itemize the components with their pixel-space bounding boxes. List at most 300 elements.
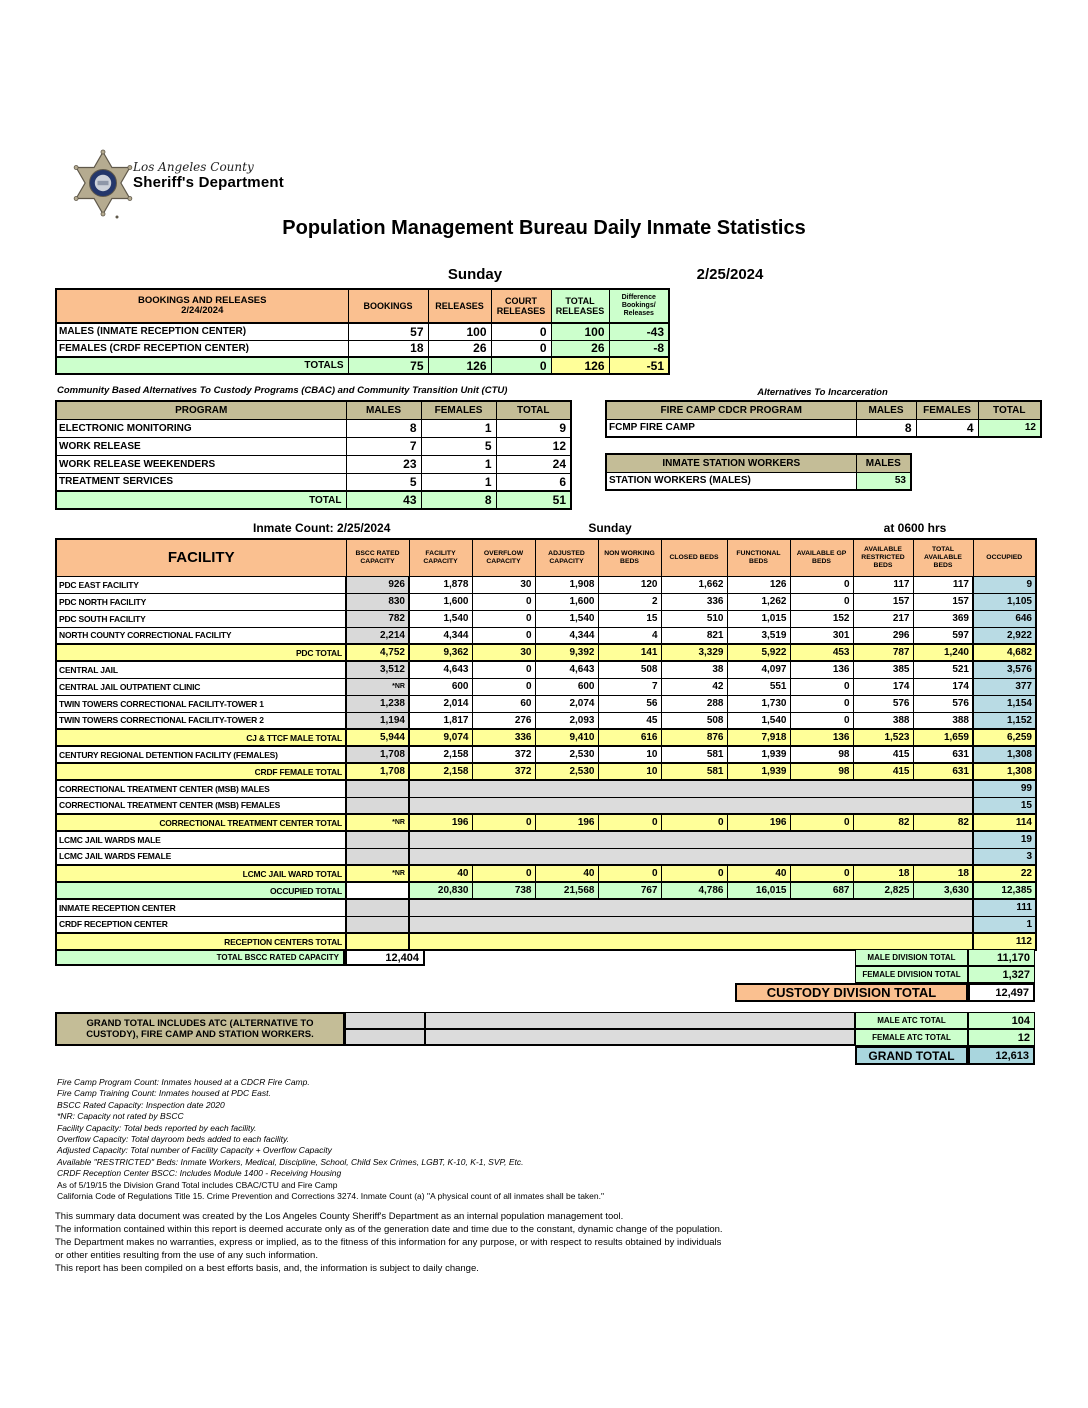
facility-cell: 0	[598, 865, 661, 882]
female-division-label-cell	[855, 966, 968, 983]
cell: 57	[348, 323, 428, 340]
facility-cell: 111	[973, 899, 1036, 916]
cell: -51	[609, 357, 669, 374]
row-label: FCMP FIRE CAMP	[606, 419, 856, 437]
facility-cell: 45	[598, 712, 661, 729]
disclaimer	[55, 1210, 723, 1275]
cell: -43	[609, 323, 669, 340]
facility-cell: 1	[973, 916, 1036, 933]
facility-cell: 385	[853, 661, 913, 678]
facility-cell: 0	[790, 576, 853, 593]
facility-cell: 631	[913, 763, 973, 780]
facility-row	[56, 780, 1036, 797]
facility-cell: 508	[598, 661, 661, 678]
fire-camp-table	[605, 400, 1042, 438]
facility-cell: 1,708	[346, 763, 409, 780]
footnote-line: Fire Camp Training Count: Inmates housed at PDC East.	[57, 1088, 271, 1099]
female-atc-value-cell	[968, 1029, 1035, 1046]
bookings-header-row	[56, 289, 669, 323]
row-label: ELECTRONIC MONITORING	[56, 419, 346, 437]
cell: 1	[421, 455, 496, 473]
cbac-totals-row	[56, 491, 571, 509]
facility-cell: 0	[790, 695, 853, 712]
report-date: 2/25/2024	[696, 266, 764, 283]
col-header-total: TOTAL	[978, 401, 1041, 419]
cbac-table	[55, 400, 572, 510]
col-header-station-workers: INMATE STATION WORKERS	[606, 454, 856, 472]
facility-cell: 1,939	[727, 763, 790, 780]
facility-cell: 510	[661, 610, 727, 627]
facility-cell: 0	[472, 593, 535, 610]
female-atc-value: 12	[1017, 1031, 1030, 1044]
facility-cell: 1,238	[346, 695, 409, 712]
facility-cell: 117	[853, 576, 913, 593]
facility-cell: 415	[853, 746, 913, 763]
facility-cell: CRDF RECEPTION CENTER	[56, 916, 346, 933]
bookings-title-cell	[56, 289, 348, 323]
facility-col-header: TOTAL AVAILABLE BEDS	[913, 539, 973, 576]
footnote-line: As of 5/19/15 the Division Grand Total includes CBAC/CTU and Fire Camp	[57, 1179, 338, 1190]
facility-cell: 6,259	[973, 729, 1036, 746]
facility-cell: CORRECTIONAL TREATMENT CENTER (MSB) MALES	[56, 780, 346, 797]
bookings-date: 2/24/2024	[181, 305, 224, 316]
facility-cell: CENTURY REGIONAL DETENTION FACILITY (FEMALES)	[56, 746, 346, 763]
facility-cell	[409, 797, 973, 814]
facility-cell: 141	[598, 644, 661, 661]
fire-camp-header-row	[606, 401, 1041, 419]
facility-cell: 0	[661, 865, 727, 882]
grand-total-note-line1: GRAND TOTAL INCLUDES ATC (ALTERNATIVE TO	[86, 1018, 314, 1029]
facility-cell: INMATE RECEPTION CENTER	[56, 899, 346, 916]
col-header-females: FEMALES	[916, 401, 978, 419]
facility-cell: 2,074	[535, 695, 598, 712]
facility-cell: CORRECTIONAL TREATMENT CENTER TOTAL	[56, 814, 346, 831]
col-header-males: MALES	[856, 454, 911, 472]
facility-cell	[409, 831, 973, 848]
facility-cell	[409, 916, 973, 933]
facility-cell: 126	[727, 576, 790, 593]
footnote-line: CRDF Reception Center BSCC: Includes Module 1400 - Receiving Housing	[57, 1168, 342, 1179]
facility-row	[56, 593, 1036, 610]
facility-cell: 646	[973, 610, 1036, 627]
facility-cell: 0	[472, 678, 535, 695]
disclaimer-line: The information contained within this report is deemed accurate only as of the generation date and time due to the constant, dynamic change of the population.	[55, 1224, 723, 1235]
facility-row	[56, 797, 1036, 814]
female-division-value-cell	[968, 966, 1035, 983]
facility-row	[56, 831, 1036, 848]
facility-cell: 9,392	[535, 644, 598, 661]
facility-cell: 0	[790, 814, 853, 831]
facility-cell: 508	[661, 712, 727, 729]
facility-col-header: NON WORKING BEDS	[598, 539, 661, 576]
custody-division-value: 12,497	[995, 986, 1029, 999]
col-header-program: PROGRAM	[56, 401, 346, 419]
footnote-line: Available "RESTRICTED" Beds: Inmate Workers, Medical, Discipline, School, Child Sex Crimes, LGBT, K-10, K-1, SVP, Etc.	[57, 1156, 524, 1167]
facility-cell: 767	[598, 882, 661, 899]
col-header-fire-camp: FIRE CAMP CDCR PROGRAM	[606, 401, 856, 419]
facility-cell	[346, 797, 409, 814]
facility-cell: 0	[472, 814, 535, 831]
facility-cell	[346, 916, 409, 933]
facility-cell: 0	[661, 814, 727, 831]
facility-cell: *NR	[346, 865, 409, 882]
facility-cell: 0	[790, 865, 853, 882]
facility-cell: 217	[853, 610, 913, 627]
facility-cell: *NR	[346, 678, 409, 695]
facility-cell: 2,825	[853, 882, 913, 899]
facility-col-header: ADJUSTED CAPACITY	[535, 539, 598, 576]
cell: 8	[421, 491, 496, 509]
facility-cell: TWIN TOWERS CORRECTIONAL FACILITY-TOWER 1	[56, 695, 346, 712]
col-header-bookings: BOOKINGS	[348, 289, 428, 323]
facility-cell: 1,730	[727, 695, 790, 712]
page-title: Population Management Bureau Daily Inmate Statistics	[282, 217, 806, 239]
facility-cell: 821	[661, 627, 727, 644]
facility-cell: 372	[472, 746, 535, 763]
facility-row	[56, 712, 1036, 729]
cbac-row	[56, 455, 571, 473]
facility-row	[56, 627, 1036, 644]
facility-col-header: OCCUPIED	[973, 539, 1036, 576]
facility-cell: PDC TOTAL	[56, 644, 346, 661]
male-division-value-cell	[968, 949, 1035, 966]
facility-cell: 60	[472, 695, 535, 712]
facility-cell: 0	[790, 678, 853, 695]
facility-cell: 830	[346, 593, 409, 610]
footnotes	[57, 1077, 604, 1202]
facility-cell: PDC EAST FACILITY	[56, 576, 346, 593]
facility-cell: 4,682	[973, 644, 1036, 661]
bookings-title: BOOKINGS AND RELEASES	[138, 295, 267, 306]
facility-cell: 22	[973, 865, 1036, 882]
facility-cell: 40	[535, 865, 598, 882]
cell: 0	[491, 340, 551, 357]
male-atc-label-cell	[855, 1012, 968, 1029]
facility-row	[56, 746, 1036, 763]
facility-cell: 0	[472, 627, 535, 644]
col-header-males: MALES	[856, 401, 916, 419]
bookings-row-males	[56, 323, 669, 340]
facility-col-header: AVAILABLE GP BEDS	[790, 539, 853, 576]
report-day: Sunday	[447, 266, 503, 283]
male-division-label-cell	[855, 949, 968, 966]
facility-cell: 18	[853, 865, 913, 882]
facility-cell: 4,097	[727, 661, 790, 678]
fire-camp-row	[606, 419, 1041, 437]
facility-cell: CRDF FEMALE TOTAL	[56, 763, 346, 780]
bookings-row-females	[56, 340, 669, 357]
station-workers-table	[605, 453, 912, 491]
facility-cell: 576	[853, 695, 913, 712]
inmate-count-day: Sunday	[588, 521, 632, 535]
facility-cell: 551	[727, 678, 790, 695]
facility-cell: 3,576	[973, 661, 1036, 678]
cbac-row	[56, 437, 571, 455]
facility-cell: 377	[973, 678, 1036, 695]
facility-cell: 174	[853, 678, 913, 695]
facility-row	[56, 814, 1036, 831]
facility-cell: 10	[598, 763, 661, 780]
facility-cell: 98	[790, 746, 853, 763]
facility-cell: 4,344	[409, 627, 472, 644]
facility-cell: 388	[853, 712, 913, 729]
facility-row	[56, 695, 1036, 712]
facility-cell: TWIN TOWERS CORRECTIONAL FACILITY-TOWER 2	[56, 712, 346, 729]
col-header-releases: RELEASES	[428, 289, 491, 323]
facility-cell: 521	[913, 661, 973, 678]
female-atc-label-cell	[855, 1029, 968, 1046]
facility-cell: 1,659	[913, 729, 973, 746]
facility-cell: 9,410	[535, 729, 598, 746]
cell: 8	[856, 419, 916, 437]
facility-row	[56, 899, 1036, 916]
facility-row	[56, 916, 1036, 933]
facility-row	[56, 763, 1036, 780]
col-header-females: FEMALES	[421, 401, 496, 419]
facility-cell: CORRECTIONAL TREATMENT CENTER (MSB) FEMALES	[56, 797, 346, 814]
facility-cell: 9	[973, 576, 1036, 593]
facility-cell: 3,512	[346, 661, 409, 678]
facility-cell: CENTRAL JAIL	[56, 661, 346, 678]
facility-cell	[346, 848, 409, 865]
facility-cell: 600	[535, 678, 598, 695]
cbac-header-row	[56, 401, 571, 419]
facility-cell: 415	[853, 763, 913, 780]
facility-cell: 453	[790, 644, 853, 661]
facility-cell: 157	[913, 593, 973, 610]
facility-cell: 136	[790, 661, 853, 678]
custody-division-value-cell	[968, 983, 1035, 1002]
facility-cell: 576	[913, 695, 973, 712]
grand-total-value-cell	[968, 1046, 1035, 1065]
cell: 6	[496, 473, 571, 491]
facility-cell: 2	[598, 593, 661, 610]
col-header-court-releases: COURT RELEASES	[491, 289, 551, 323]
facility-cell: 7	[598, 678, 661, 695]
facility-col-header: AVAILABLE RESTRICTED BEDS	[853, 539, 913, 576]
facility-cell: 40	[409, 865, 472, 882]
disclaimer-line: This summary data document was created by the Los Angeles County Sheriff's Department as an internal population management tool.	[55, 1211, 624, 1222]
cell: 1	[421, 473, 496, 491]
facility-cell: 2,093	[535, 712, 598, 729]
facility-cell: 276	[472, 712, 535, 729]
cell: 100	[551, 323, 609, 340]
disclaimer-line: or other entities resulting from the use of any such information.	[55, 1250, 318, 1261]
grand-total-note-line2: CUSTODY), FIRE CAMP AND STATION WORKERS.	[86, 1029, 314, 1040]
footnote-line: Adjusted Capacity: Total number of Facility Capacity + Overflow Capacity	[57, 1145, 332, 1156]
cell: 7	[346, 437, 421, 455]
facility-cell: 782	[346, 610, 409, 627]
facility-cell: *NR	[346, 814, 409, 831]
facility-col-header: BSCC RATED CAPACITY	[346, 539, 409, 576]
inmate-count-date: 2/25/2024	[337, 521, 391, 535]
station-workers-row	[606, 472, 911, 490]
col-header-difference: Difference Bookings/ Releases	[609, 289, 669, 323]
facility-cell: 9,074	[409, 729, 472, 746]
facility-cell: PDC NORTH FACILITY	[56, 593, 346, 610]
facility-cell: 1,194	[346, 712, 409, 729]
facility-row	[56, 848, 1036, 865]
facility-cell: 1,262	[727, 593, 790, 610]
facility-cell: OCCUPIED TOTAL	[56, 882, 346, 899]
facility-cell: 2,922	[973, 627, 1036, 644]
facility-cell: 4,752	[346, 644, 409, 661]
disclaimer-line: The Department makes no warranties, express or implied, as to the fitness of this information for any purpose, or with respect to results obtained by individuals	[55, 1237, 722, 1248]
facility-cell: 1,523	[853, 729, 913, 746]
facility-cell: 3,630	[913, 882, 973, 899]
facility-cell: 597	[913, 627, 973, 644]
facility-cell: CENTRAL JAIL OUTPATIENT CLINIC	[56, 678, 346, 695]
female-division-value: 1,327	[1002, 968, 1030, 981]
cell: 126	[428, 357, 491, 374]
facility-cell: 1,708	[346, 746, 409, 763]
facility-cell: NORTH COUNTY CORRECTIONAL FACILITY	[56, 627, 346, 644]
cell: 126	[551, 357, 609, 374]
facility-cell	[409, 933, 973, 950]
facility-cell: 152	[790, 610, 853, 627]
facility-col-header: FACILITY CAPACITY	[409, 539, 472, 576]
cell: -8	[609, 340, 669, 357]
inmate-count-time: at 0600 hrs	[883, 521, 947, 535]
total-bscc-label: TOTAL BSCC RATED CAPACITY	[216, 953, 339, 962]
footnote-line: *NR: Capacity not rated by BSCC	[57, 1111, 184, 1122]
cell: 24	[496, 455, 571, 473]
male-atc-value: 104	[1011, 1014, 1030, 1027]
cell: 53	[856, 472, 911, 490]
facility-cell: 2,214	[346, 627, 409, 644]
facility-cell: 1,240	[913, 644, 973, 661]
facility-cell: 1,878	[409, 576, 472, 593]
facility-row	[56, 933, 1036, 950]
row-label: WORK RELEASE	[56, 437, 346, 455]
facility-cell: 99	[973, 780, 1036, 797]
facility-cell: 581	[661, 746, 727, 763]
facility-cell: 42	[661, 678, 727, 695]
grand-total-label: GRAND TOTAL	[868, 1048, 955, 1063]
facility-cell: 2,158	[409, 746, 472, 763]
facility-cell: 18	[913, 865, 973, 882]
facility-cell: 1,817	[409, 712, 472, 729]
facility-cell: 2,158	[409, 763, 472, 780]
facility-cell: 16,015	[727, 882, 790, 899]
facility-cell: 196	[409, 814, 472, 831]
facility-cell: LCMC JAIL WARD TOTAL	[56, 865, 346, 882]
facility-cell	[346, 780, 409, 797]
facility-col-header: OVERFLOW CAPACITY	[472, 539, 535, 576]
facility-cell: 174	[913, 678, 973, 695]
cell: 0	[491, 357, 551, 374]
facility-cell: 1,105	[973, 593, 1036, 610]
facility-col-header: CLOSED BEDS	[661, 539, 727, 576]
facility-cell: 369	[913, 610, 973, 627]
facility-cell: 372	[472, 763, 535, 780]
cbac-row	[56, 473, 571, 491]
facility-cell: 876	[661, 729, 727, 746]
facility-cell	[346, 933, 409, 950]
col-header-facility: FACILITY	[56, 539, 346, 576]
row-label: FEMALES (CRDF RECEPTION CENTER)	[56, 340, 348, 357]
custody-division-label: CUSTODY DIVISION TOTAL	[766, 985, 937, 1000]
facility-cell: 738	[472, 882, 535, 899]
cell: 18	[348, 340, 428, 357]
facility-cell: 5,944	[346, 729, 409, 746]
cell: 5	[421, 437, 496, 455]
footnote-line: Fire Camp Program Count: Inmates housed at a CDCR Fire Camp.	[57, 1077, 310, 1087]
facility-cell: 10	[598, 746, 661, 763]
facility-cell: 0	[472, 610, 535, 627]
spacer-cell	[345, 1012, 425, 1029]
cell: 4	[916, 419, 978, 437]
facility-cell: 388	[913, 712, 973, 729]
facility-cell: 12,385	[973, 882, 1036, 899]
facility-cell: 3	[973, 848, 1036, 865]
facility-cell: 1,540	[535, 610, 598, 627]
facility-cell: 581	[661, 763, 727, 780]
facility-cell: 82	[913, 814, 973, 831]
facility-cell: 4	[598, 627, 661, 644]
sheriff-star-logo	[70, 148, 136, 222]
facility-cell: 336	[472, 729, 535, 746]
female-division-label: FEMALE DIVISION TOTAL	[862, 970, 961, 979]
facility-cell: 1,154	[973, 695, 1036, 712]
facility-cell	[409, 899, 973, 916]
facility-cell: 56	[598, 695, 661, 712]
row-label: WORK RELEASE WEEKENDERS	[56, 455, 346, 473]
facility-cell: 3,329	[661, 644, 727, 661]
facility-cell: 5,922	[727, 644, 790, 661]
facility-cell: 1,540	[727, 712, 790, 729]
male-division-value: 11,170	[996, 951, 1030, 964]
facility-cell: 2,014	[409, 695, 472, 712]
facility-cell: 1,308	[973, 746, 1036, 763]
facility-cell: 0	[790, 593, 853, 610]
facility-cell: 30	[472, 644, 535, 661]
facility-cell: RECEPTION CENTERS TOTAL	[56, 933, 346, 950]
facility-cell: 1,908	[535, 576, 598, 593]
footnote-line: California Code of Regulations Title 15. Crime Prevention and Corrections 3274. Inmate Count (a) "A physical count of all inmates shall be taken."	[57, 1191, 605, 1202]
facility-col-header: FUNCTIONAL BEDS	[727, 539, 790, 576]
cell: 75	[348, 357, 428, 374]
cell: 51	[496, 491, 571, 509]
facility-cell: 38	[661, 661, 727, 678]
cell: 12	[978, 419, 1041, 437]
facility-cell: 288	[661, 695, 727, 712]
footnote-line: BSCC Rated Capacity: Inspection date 2020	[57, 1099, 225, 1110]
facility-cell: 0	[790, 712, 853, 729]
grand-total-note-cell	[55, 1012, 345, 1046]
facility-cell: 0	[472, 865, 535, 882]
facility-cell	[346, 831, 409, 848]
facility-cell: 787	[853, 644, 913, 661]
male-atc-label: MALE ATC TOTAL	[877, 1016, 946, 1025]
facility-cell: 1,600	[409, 593, 472, 610]
cell: 26	[428, 340, 491, 357]
totals-label: TOTAL	[56, 491, 346, 509]
facility-cell: 2,530	[535, 746, 598, 763]
cell: 9	[496, 419, 571, 437]
disclaimer-line: This report has been compiled on a best efforts basis, and, the information is subject to daily change.	[55, 1263, 479, 1274]
facility-cell: 687	[790, 882, 853, 899]
facility-cell: 1,152	[973, 712, 1036, 729]
inmate-count-label	[253, 521, 390, 535]
bookings-totals-row	[56, 357, 669, 374]
facility-cell	[409, 848, 973, 865]
spacer-cell	[425, 1029, 855, 1046]
facility-cell: 1,540	[409, 610, 472, 627]
facility-cell: 7,918	[727, 729, 790, 746]
facility-cell: 296	[853, 627, 913, 644]
custody-division-label-cell	[735, 983, 968, 1002]
